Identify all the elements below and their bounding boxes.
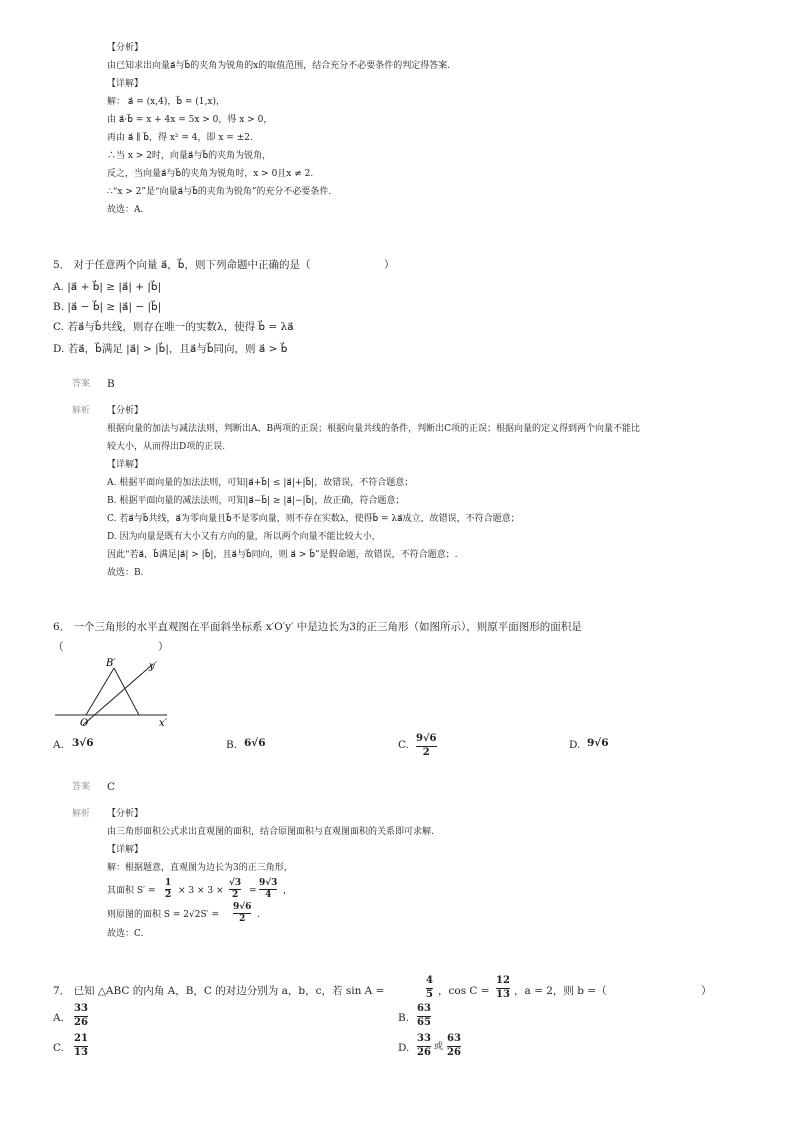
q5-analysis-line-2: 较大小，从而得出D项的正误.	[107, 442, 226, 452]
frac-denominator: 13	[74, 1046, 88, 1058]
q6-option-a-label: A.	[53, 739, 64, 751]
q6-frac-sqrt3-half	[229, 879, 241, 901]
q6-option-b-value: 6√6	[244, 737, 266, 749]
q6-option-c-fraction	[416, 734, 437, 758]
q4-line-3: 再由 a⃗ ∥ b⃗，得 x² = 4，即 x = ±2.	[107, 133, 253, 143]
q5-explain-label: 解析	[72, 406, 91, 416]
q5-analysis-tag: 【分析】	[107, 406, 144, 416]
q7-stem-part-2: ，cos C =	[438, 985, 490, 997]
q6-option-d-value: 9√6	[587, 737, 609, 749]
frac-denominator: 2	[165, 890, 172, 901]
q6-detail-tag: 【详解】	[107, 845, 144, 855]
q7-option-d-or: 或	[434, 1042, 444, 1052]
frac-numerator: 21	[74, 1033, 88, 1044]
q5-detail-1: A. 根据平面向量的加法法则，可知|a⃗+b⃗| ≤ |a⃗|+|b⃗|，故错误，不符合题意；	[107, 478, 414, 488]
label-o-prime: O′	[80, 718, 91, 729]
frac-numerator: 4	[426, 975, 433, 986]
q7-stem-part-3: ，a = 2，则 b =（ ）	[514, 985, 712, 997]
frac-numerator: 9√3	[259, 878, 278, 888]
q7-option-a-fraction	[74, 1004, 88, 1028]
frac-denominator: 2	[231, 890, 239, 901]
frac-denominator: 5	[426, 988, 433, 1000]
q6-answer: C	[107, 781, 116, 793]
q6-detail-1: 解：根据题意，直观图为边长为3的正三角形，	[107, 863, 293, 873]
label-y-prime: y′	[149, 661, 157, 672]
frac-numerator: 12	[496, 975, 510, 986]
q5-detail-6: 故选：B.	[107, 568, 144, 578]
frac-denominator: 26	[447, 1046, 461, 1058]
q4-line-2: 由 a⃗·b⃗ = x + 4x = 5x > 0，得 x > 0，	[107, 115, 273, 125]
q5-detail-tag: 【详解】	[107, 460, 144, 470]
q7-option-b-label: B.	[398, 1012, 410, 1024]
q5-option-d: D. 若a⃗，b⃗满足 |a⃗| > |b⃗|，且a⃗与b⃗同向，则 a⃗ > b⃗	[53, 343, 288, 355]
frac-numerator: 33	[74, 1003, 88, 1014]
q7-option-d-fraction-2	[447, 1034, 461, 1058]
frac-denominator: 13	[496, 988, 510, 1000]
q5-detail-4: D. 因为向量是既有大小又有方向的量，所以两个向量不能比较大小，	[107, 532, 381, 542]
q7-option-c-fraction	[74, 1034, 88, 1058]
frac-denominator: 26	[74, 1016, 88, 1028]
q6-detail-2-eq: =	[249, 886, 257, 896]
frac-denominator: 4	[265, 890, 272, 901]
frac-numerator: 1	[165, 878, 172, 888]
q7-frac-sin-a	[426, 976, 433, 1000]
q6-answer-label: 答案	[72, 782, 91, 792]
frac-numerator: 33	[417, 1033, 431, 1044]
q6-explain-label: 解析	[72, 809, 91, 819]
q4-line-7: 故选：A.	[107, 205, 144, 215]
q5-detail-3: C. 若a⃗与b⃗共线，a⃗为零向量且b⃗不是零向量，则不存在实数λ，使得b⃗ = λa⃗成立，故错误，不符合题意；	[107, 514, 520, 524]
q7-frac-cos-c	[496, 976, 510, 1000]
q7-option-d-fraction-1	[417, 1034, 431, 1058]
q4-line-4: ∴当 x > 2时，向量a⃗与b⃗的夹角为锐角，	[107, 151, 272, 161]
q5-answer-label: 答案	[72, 379, 91, 389]
q7-option-b-fraction	[417, 1004, 431, 1028]
q5-stem: 5． 对于任意两个向量 a⃗，b⃗，则下列命题中正确的是（ ）	[53, 259, 395, 271]
q7-stem-part-1: 7． 已知 △ABC 的内角 A，B，C 的对边分别为 a，b，c，若 sin A =	[53, 985, 385, 997]
q5-detail-2: B. 根据平面向量的减法法则，可知|a⃗−b⃗| ≥ |a⃗|−|b⃗|，故正确，符合题意；	[107, 496, 405, 506]
q6-option-c-numerator: 9√6	[416, 733, 437, 744]
q6-analysis-tag: 【分析】	[107, 809, 144, 819]
q4-line-6: ∴“x > 2”是“向量a⃗与b⃗的夹角为锐角”的充分不必要条件.	[107, 187, 332, 197]
q7-option-c-label: C.	[53, 1042, 64, 1054]
q5-option-c: C. 若a⃗与b⃗共线，则存在唯一的实数λ，使得 b⃗ = λa⃗	[53, 321, 294, 333]
q6-option-b-label: B.	[226, 739, 238, 751]
label-x-prime: x′	[159, 718, 167, 729]
q6-option-d-label: D.	[569, 739, 581, 751]
frac-numerator: 9√6	[233, 902, 252, 912]
q5-option-a: A. |a⃗ + b⃗| ≥ |a⃗| + |b⃗|	[53, 281, 162, 293]
frac-numerator: 63	[447, 1033, 461, 1044]
q7-option-a-label: A.	[53, 1012, 64, 1024]
q5-option-b: B. |a⃗ − b⃗| ≥ |a⃗| − |b⃗|	[53, 301, 162, 313]
q6-detail-2-prefix: 其面积 S′ =	[107, 886, 156, 896]
q6-option-a-value: 3√6	[72, 737, 94, 749]
q6-analysis-text: 由三角形面积公式求出直观图的面积，结合原图面积与直观图面积的关系即可求解.	[107, 827, 434, 837]
q6-option-c-label: C.	[398, 739, 409, 751]
q6-option-c-denominator: 2	[422, 746, 430, 758]
q7-option-d-label: D.	[398, 1042, 410, 1054]
q4-analysis-tag: 【分析】	[107, 43, 144, 53]
q4-analysis-text: 由已知求出向量a⃗与b⃗的夹角为锐角的x的取值范围，结合充分不必要条件的判定得答案.	[107, 61, 451, 71]
frac-numerator: 63	[417, 1003, 431, 1014]
q4-detail-tag: 【详解】	[107, 79, 144, 89]
q6-frac-area	[233, 903, 251, 925]
frac-denominator: 26	[417, 1046, 431, 1058]
q4-line-1: 解： a⃗ = (x,4)，b⃗ = (1,x)，	[107, 97, 225, 107]
q6-detail-3-prefix: 则原图的面积 S = 2√2S′ =	[107, 910, 220, 920]
q6-detail-4: 故选：C.	[107, 929, 144, 939]
oblique-coordinate-figure	[55, 655, 180, 730]
q5-analysis-line-1: 根据向量的加法与减法法则，判断出A、B两项的正误；根据向量共线的条件，判断出C项的正误；根据向量的定义得到两个向量不能比	[107, 424, 641, 434]
q5-answer: B	[107, 378, 115, 390]
q6-stem: 6． 一个三角形的水平直观图在平面斜坐标系 x′O′y′ 中是边长为3的正三角形（如图所示），则原平面图形的面积是	[53, 621, 582, 633]
q6-detail-3-end: .	[257, 910, 260, 920]
frac-denominator: 65	[417, 1016, 431, 1028]
q6-detail-2-end: ，	[283, 886, 293, 896]
label-b-prime: B′	[106, 658, 116, 669]
q6-paren: （ ）	[53, 641, 169, 653]
q6-frac-area-prime	[259, 879, 277, 901]
q6-frac-half	[165, 879, 171, 901]
q5-detail-5: 因此“若a⃗，b⃗满足|a⃗| > |b⃗|，且a⃗与b⃗同向，则 a⃗ > b⃗”是假命题，故错误，不符合题意；.	[107, 550, 458, 560]
q4-line-5: 反之，当向量a⃗与b⃗的夹角为锐角时，x > 0且x ≠ 2.	[107, 169, 314, 179]
q6-detail-2-mid: × 3 × 3 ×	[178, 886, 224, 896]
frac-denominator: 2	[239, 914, 246, 925]
frac-numerator: √3	[229, 878, 242, 888]
